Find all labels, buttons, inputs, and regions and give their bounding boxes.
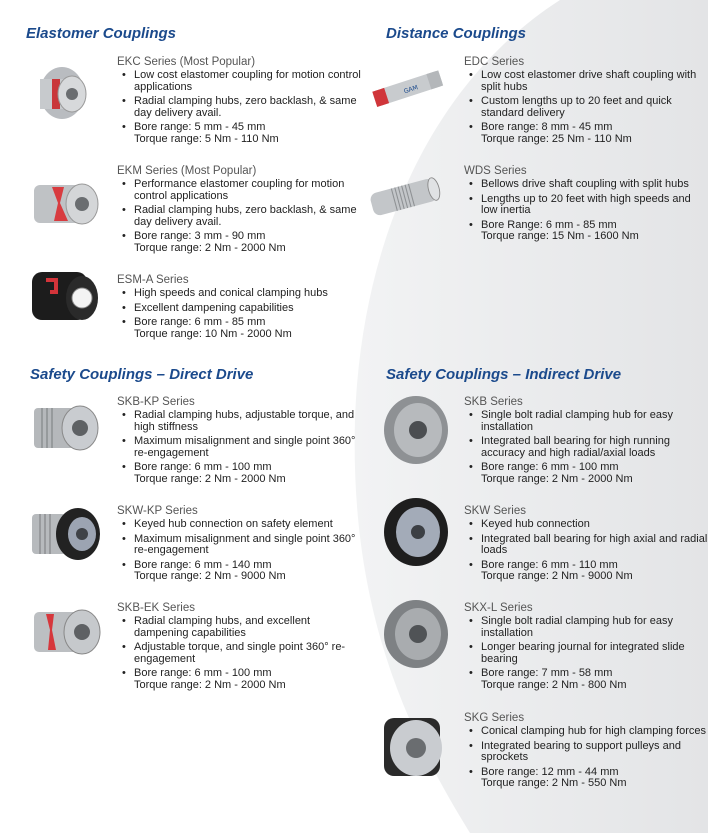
skw-kp-coupling-image: [26, 496, 106, 571]
bore-range: Bore range: 6 mm - 110 mm: [481, 558, 618, 571]
bore-range: Bore range: 6 mm - 100 mm: [134, 461, 272, 473]
product-esm-a: [117, 274, 362, 343]
svg-text:GAM: GAM: [403, 84, 419, 96]
skb-ek-coupling-image: [26, 594, 106, 669]
skw-coupling-image: [376, 494, 456, 569]
feature-item: [464, 122, 708, 145]
feature-item: • Single bolt radial clamping hub for easy installation: [464, 616, 708, 639]
feature-list: [464, 726, 708, 790]
feature-item: • Adjustable torque, and single point 360° re-engagement: [117, 642, 362, 665]
product-skb-ek: [117, 602, 362, 694]
series-name: SKW-KP Series: [117, 505, 198, 517]
product-skb-kp: [117, 396, 362, 488]
edc-coupling-image: [368, 52, 448, 127]
feature-item: • Bellows drive shaft coupling with split hubs: [464, 179, 708, 191]
torque-range: Torque range: 15 Nm - 1600 Nm: [481, 230, 639, 242]
product-skg: [464, 712, 708, 793]
series-name: EKC Series (Most Popular): [117, 56, 256, 68]
bore-range: Bore range: 6 mm - 140 mm: [134, 558, 272, 571]
series-name: SKB Series: [464, 396, 523, 408]
bore-range: Bore range: 6 mm - 100 mm: [134, 667, 272, 679]
series-name: SKB-EK Series: [117, 602, 195, 614]
torque-range: Torque range: 25 Nm - 110 Nm: [481, 132, 632, 145]
feature-list: [464, 410, 708, 485]
feature-item: • Lengths up to 20 feet with high speeds and low inertia: [464, 194, 708, 217]
section-title-distance: Distance Couplings: [386, 25, 527, 42]
product-skw: [464, 505, 708, 586]
feature-item: [117, 462, 362, 485]
feature-item: [117, 560, 362, 583]
torque-range: Torque range: 2 Nm - 2000 Nm: [134, 241, 286, 254]
torque-range: Torque range: 5 Nm - 110 Nm: [134, 132, 279, 145]
feature-list: [464, 70, 708, 145]
feature-item: • Radial clamping hubs, zero backlash, & same day delivery avail.: [117, 205, 362, 228]
feature-item: [464, 220, 708, 243]
feature-item: • Single bolt radial clamping hub for easy installation: [464, 410, 708, 433]
wds-coupling-image: [364, 160, 444, 235]
feature-list: [117, 519, 362, 583]
feature-item: • Integrated ball bearing for high axial and radial loads: [464, 534, 708, 557]
product-ekm: [117, 165, 362, 257]
series-name: SKG Series: [464, 712, 525, 724]
feature-item: • Low cost elastomer drive shaft coupling with split hubs: [464, 70, 708, 93]
bore-range: Bore range: 6 mm - 85 mm: [134, 316, 266, 328]
feature-item: • Custom lengths up to 20 feet and quick standard delivery: [464, 96, 708, 119]
series-name: SKX-L Series: [464, 602, 533, 614]
feature-item: • Keyed hub connection on safety element: [117, 519, 362, 531]
series-name: EDC Series: [464, 56, 525, 68]
feature-item: [117, 668, 362, 691]
feature-list: [117, 70, 362, 145]
torque-range: Torque range: 2 Nm - 9000 Nm: [134, 570, 286, 582]
product-wds: [464, 165, 708, 246]
skb-coupling-image: [376, 392, 456, 467]
feature-item: • Radial clamping hubs, adjustable torque, and high stiffness: [117, 410, 362, 433]
feature-item: • Keyed hub connection: [464, 519, 708, 531]
feature-item: [464, 767, 708, 790]
torque-range: Torque range: 2 Nm - 2000 Nm: [134, 472, 286, 485]
series-name: WDS Series: [464, 165, 527, 177]
feature-item: • Performance elastomer coupling for motion control applications: [117, 179, 362, 202]
bore-range: Bore range: 7 mm - 58 mm: [481, 667, 613, 679]
feature-item: • Excellent dampening capabilities: [117, 303, 362, 315]
feature-list: [117, 288, 362, 340]
section-title-safety-direct: Safety Couplings – Direct Drive: [30, 366, 254, 383]
section-title-safety-indirect: Safety Couplings – Indirect Drive: [386, 366, 622, 383]
torque-range: Torque range: 2 Nm - 9000 Nm: [481, 570, 633, 582]
skg-coupling-image: [376, 708, 456, 783]
feature-item: [117, 122, 362, 145]
feature-item: [117, 231, 362, 254]
esm-a-coupling-image: [22, 258, 102, 333]
bore-range: Bore range: 3 mm - 90 mm: [134, 230, 266, 242]
ekm-coupling-image: [22, 165, 102, 240]
bore-range: Bore range: 8 mm - 45 mm: [481, 121, 613, 133]
feature-list: [464, 519, 708, 583]
bore-range: Bore range: 6 mm - 100 mm: [481, 461, 619, 473]
feature-item: • Integrated bearing to support pulleys and sprockets: [464, 741, 708, 764]
feature-item: [464, 668, 708, 691]
feature-item: • High speeds and conical clamping hubs: [117, 288, 362, 300]
feature-list: [117, 616, 362, 691]
feature-item: • Longer bearing journal for integrated slide bearing: [464, 642, 708, 665]
skb-kp-coupling-image: [26, 390, 106, 465]
torque-range: Torque range: 2 Nm - 2000 Nm: [134, 678, 286, 691]
feature-item: • Radial clamping hubs, zero backlash, & same day delivery avail.: [117, 96, 362, 119]
bore-range: Bore range: 5 mm - 45 mm: [134, 121, 266, 133]
feature-item: [464, 560, 708, 583]
section-title-elastomer: Elastomer Couplings: [26, 25, 177, 42]
torque-range: Torque range: 2 Nm - 800 Nm: [481, 678, 627, 691]
feature-item: • Integrated ball bearing for high running accuracy and high radial/axial loads: [464, 436, 708, 459]
series-name: SKB-KP Series: [117, 396, 195, 408]
torque-range: Torque range: 2 Nm - 550 Nm: [481, 777, 627, 789]
torque-range: Torque range: 10 Nm - 2000 Nm: [134, 327, 292, 340]
feature-item: • Conical clamping hub for high clamping forces: [464, 726, 708, 738]
feature-item: [117, 317, 362, 340]
feature-item: • Maximum misalignment and single point 360° re-engagement: [117, 436, 362, 459]
product-skb: [464, 396, 708, 488]
feature-item: • Maximum misalignment and single point 360° re-engagement: [117, 534, 362, 557]
product-skw-kp: [117, 505, 362, 586]
torque-range: Torque range: 2 Nm - 2000 Nm: [481, 472, 633, 485]
bore-range: Bore Range: 6 mm - 85 mm: [481, 218, 617, 231]
feature-list: [464, 616, 708, 691]
feature-item: • Radial clamping hubs, and excellent dampening capabilities: [117, 616, 362, 639]
series-name: SKW Series: [464, 505, 526, 517]
feature-item: [464, 462, 708, 485]
bore-range: Bore range: 12 mm - 44 mm: [481, 765, 619, 778]
skx-l-coupling-image: [376, 596, 456, 671]
feature-list: [117, 410, 362, 485]
ekc-coupling-image: [22, 55, 102, 130]
series-name: EKM Series (Most Popular): [117, 165, 257, 177]
feature-list: [464, 179, 708, 243]
feature-item: • Low cost elastomer coupling for motion control applications: [117, 70, 362, 93]
series-name: ESM-A Series: [117, 274, 189, 286]
product-edc: [464, 56, 708, 148]
product-skx-l: [464, 602, 708, 694]
product-ekc: [117, 56, 362, 148]
feature-list: [117, 179, 362, 254]
